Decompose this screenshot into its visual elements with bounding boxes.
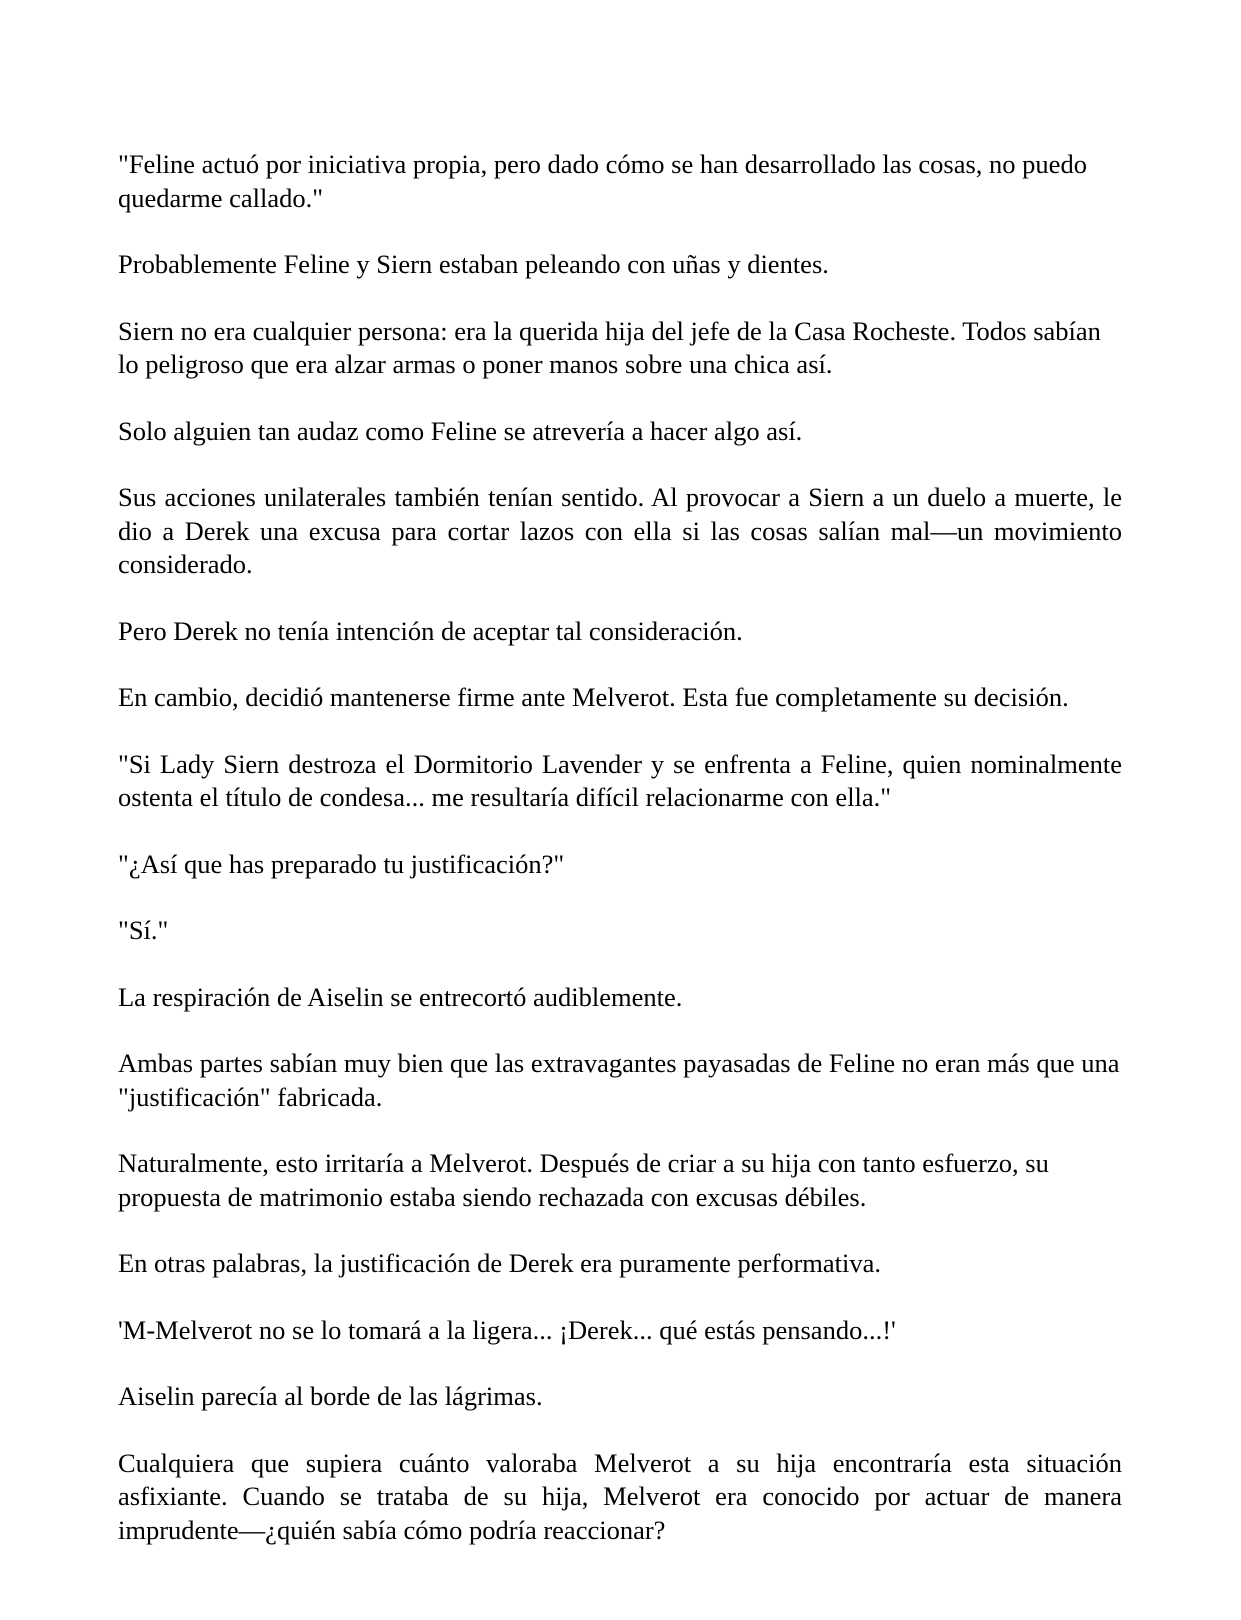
paragraph-15: 'M-Melverot no se lo tomará a la ligera... ¡Derek... qué estás pensando...!' (118, 1314, 896, 1345)
paragraph-11: La respiración de Aiselin se entrecortó audiblemente. (118, 981, 683, 1012)
paragraph-2: Probablemente Feline y Siern estaban peleando con uñas y dientes. (118, 249, 829, 279)
document-page (118, 148, 1122, 1580)
paragraph-14: En otras palabras, la justificación de Derek era puramente performativa. (118, 1248, 882, 1278)
paragraph-1: "Feline actuó por iniciativa propia, pero dado cómo se han desarrollado las cosas, no puedo quedarme callado." (118, 149, 1087, 213)
paragraph-4: Solo alguien tan audaz como Feline se atrevería a hacer algo así. (118, 415, 803, 446)
paragraph-16: Aiselin parecía al borde de las lágrimas. (118, 1381, 543, 1411)
paragraph-5: Sus acciones unilaterales también tenían sentido. Al provocar a Siern a un duelo a muerte, le dio a Derek una excusa para cortar lazos con ella si las cosas salían mal—un movimiento considerado. (118, 482, 1122, 579)
paragraph-13: Naturalmente, esto irritaría a Melverot. Después de criar a su hija con tanto esfuerzo, su propuesta de matrimonio estaba siendo rechazada con excusas débiles. (118, 1148, 1049, 1212)
paragraph-8: "Si Lady Siern destroza el Dormitorio Lavender y se enfrenta a Feline, quien nominalmente ostenta el título de condesa... me resultaría difícil relacionarme con ella." (118, 748, 1122, 812)
paragraph-17: Cualquiera que supiera cuánto valoraba Melverot a su hija encontraría esta situación asfixiante. Cuando se trataba de su hija, Melverot era conocido por actuar de manera imprudente—¿quién sabía cómo podría reaccionar? (118, 1447, 1122, 1545)
paragraph-9: "¿Así que has preparado tu justificación?" (118, 848, 565, 879)
paragraph-10: "Sí." (118, 915, 169, 945)
paragraph-3: Siern no era cualquier persona: era la querida hija del jefe de la Casa Rocheste. Todos sabían lo peligroso que era alzar armas o poner manos sobre una chica así. (118, 315, 1101, 379)
paragraph-7: En cambio, decidió mantenerse firme ante Melverot. Esta fue completamente su decisión. (118, 682, 1069, 712)
paragraph-6: Pero Derek no tenía intención de aceptar tal consideración. (118, 615, 743, 646)
paragraph-12: Ambas partes sabían muy bien que las extravagantes payasadas de Feline no eran más que una "justificación" fabricada. (118, 1048, 1120, 1112)
